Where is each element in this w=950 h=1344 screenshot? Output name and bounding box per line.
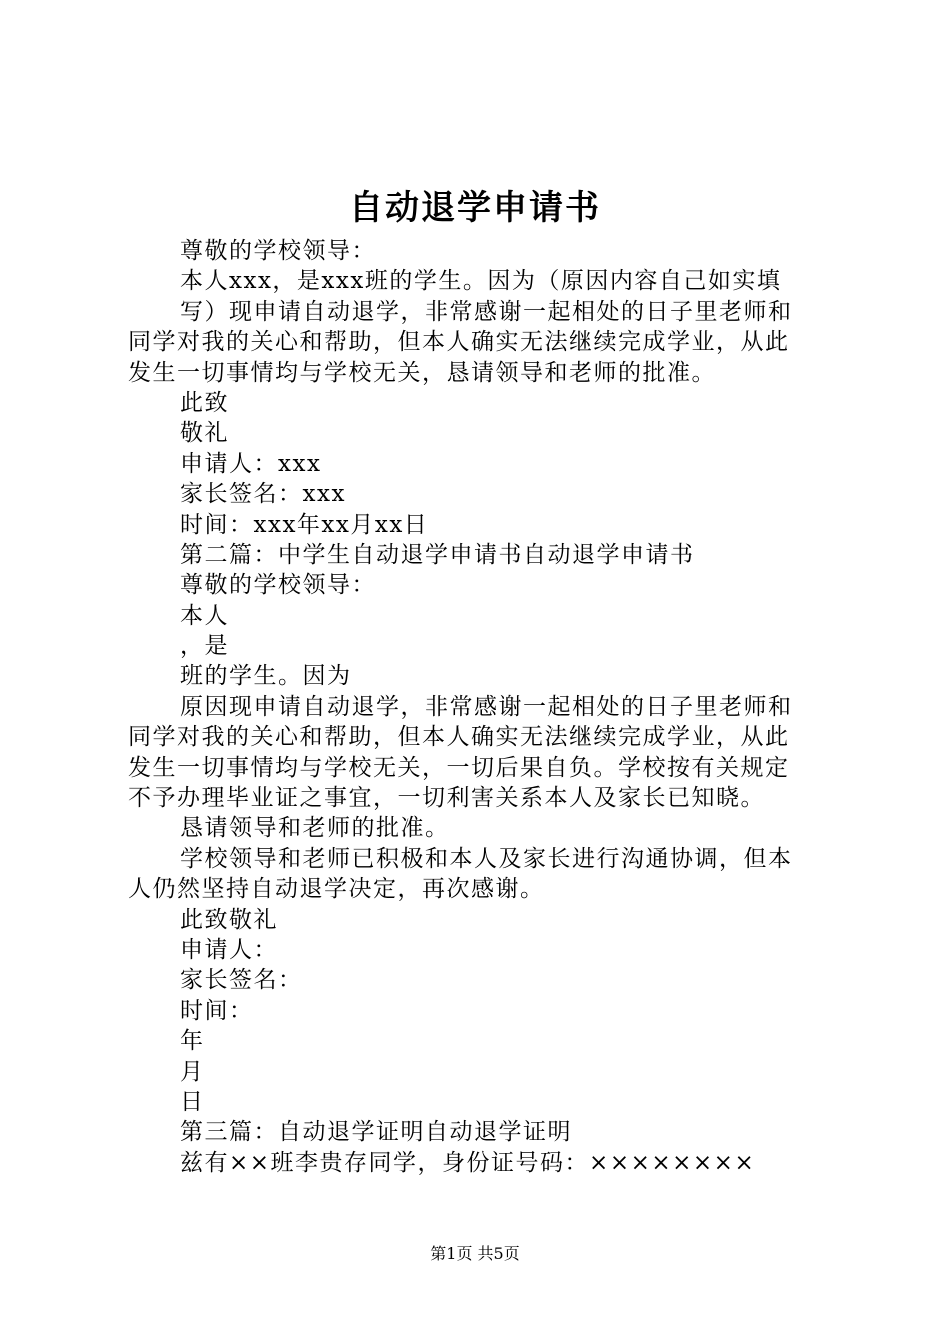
text-line: 发生一切事情均与学校无关，恳请领导和老师的批准。 <box>128 359 716 386</box>
text-line: 不予办理毕业证之事宜，一切利害关系本人及家长已知晓。 <box>128 785 765 812</box>
text-line: 申请人： <box>180 936 278 963</box>
text-line: 申请人：xxx <box>180 450 322 477</box>
text-line: 本人 <box>180 602 229 629</box>
text-line: 家长签名：xxx <box>180 481 346 508</box>
text-line: 此致 <box>180 389 229 416</box>
document-title: 自动退学申请书 <box>349 188 601 228</box>
text-line: 人仍然坚持自动退学决定，再次感谢。 <box>128 876 545 903</box>
text-line: 尊敬的学校领导： <box>180 572 376 599</box>
text-line: 家长签名： <box>180 967 303 994</box>
text-line: 学校领导和老师已积极和本人及家长进行沟通协调，但本 <box>180 845 793 872</box>
text-line: 尊敬的学校领导： <box>180 238 376 264</box>
text-line: 恳请领导和老师的批准。 <box>180 815 450 842</box>
document-body <box>128 236 838 1178</box>
text-line: 发生一切事情均与学校无关，一切后果自负。学校按有关规定 <box>128 754 790 781</box>
text-line: 月 <box>180 1058 205 1085</box>
text-line: ，是 <box>180 633 229 660</box>
text-line: 班的学生。因为 <box>180 663 352 690</box>
text-line: 同学对我的关心和帮助，但本人确实无法继续完成学业，从此 <box>128 329 790 356</box>
text-line: 第三篇：自动退学证明自动退学证明 <box>180 1119 572 1146</box>
text-line: 时间：xxx年xx月xx日 <box>180 511 429 538</box>
text-line: 写）现申请自动退学，非常感谢一起相处的日子里老师和 <box>180 298 793 325</box>
text-line: 此致敬礼 <box>180 906 278 933</box>
text-line: 时间： <box>180 997 254 1024</box>
text-line: 敬礼 <box>180 420 229 447</box>
text-line: 同学对我的关心和帮助，但本人确实无法继续完成学业，从此 <box>128 724 790 751</box>
text-line: 兹有××班李贵存同学，身份证号码：×××××××× <box>180 1149 756 1176</box>
text-line: 原因现申请自动退学，非常感谢一起相处的日子里老师和 <box>180 693 793 720</box>
page-footer: 第1页 共5页 <box>430 1244 520 1263</box>
text-line: 第二篇：中学生自动退学申请书自动退学申请书 <box>180 541 695 568</box>
text-line: 日 <box>180 1088 205 1115</box>
text-line: 本人xxx，是xxx班的学生。因为（原因内容自己如实填 <box>180 268 782 295</box>
text-line: 年 <box>180 1028 205 1055</box>
